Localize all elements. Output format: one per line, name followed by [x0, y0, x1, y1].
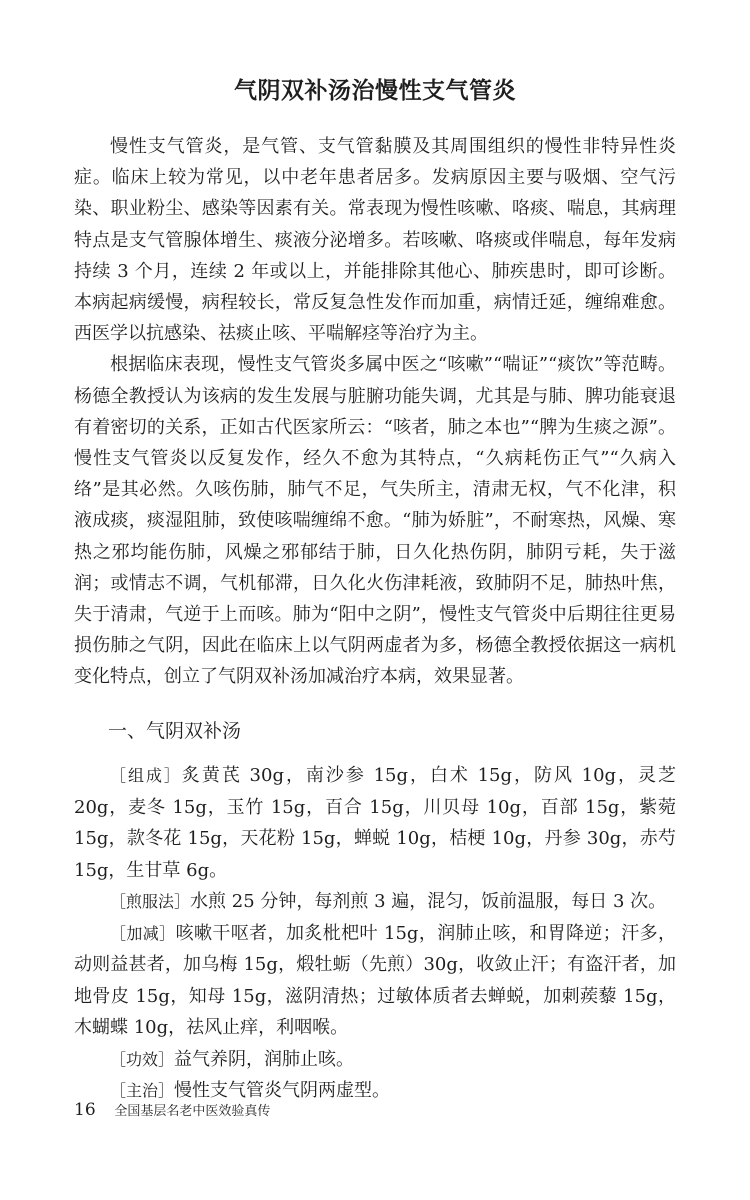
indication-text: 慢性支气管炎气阴两虚型。 — [174, 1080, 391, 1101]
tcm-theory-paragraph: 根据临床表现，慢性支气管炎多属中医之“咳嗽”“喘证”“痰饮”等范畴。杨德全教授认为该病的发生发展与脏腑功能失调，尤其是与肺、脾功能衰退有着密切的关系，正如古代医家所云：“咳者，肺之本也”“脾为生痰之源”。慢性支气管炎以反复发作，经久不愈为其特点，“久病耗伤正气”“久病入络”是其必然。久咳伤肺，肺气不足，气失所主，清肃无权，气不化津，积液成痰，痰湿阻肺，致使咳喘缠绵不愈。“肺为娇脏”，不耐寒热，风燥、寒热之邪均能伤肺，风燥之邪郁结于肺，日久化热伤阴，肺阴亏耗，失于滋润；或情志不调，气机郁滞，日久化火伤津耗液，致肺阴不足，肺热叶焦，失于清肃，气逆于上而咳。肺为“阳中之阴”，慢性支气管炎中后期往往更易损伤肺之气阴，因此在临床上以气阴两虚者为多，杨德全教授依据这一病机变化特点，创立了气阴双补汤加减治疗本病，效果显著。 — [74, 354, 676, 688]
section-heading: 一、气阴双补汤 — [108, 720, 242, 742]
decoction-label: ［煎服法］ — [110, 892, 191, 911]
composition-text: 炙黄芪 30g，南沙参 15g，白术 15g，防风 10g，灵芝 20g，麦冬 15g，玉竹 15g，百合 15g，川贝母 10g，百部 15g，紫菀 15g，款冬花 15g，天花粉 15g，蝉蜕 10g，桔梗 10g，丹参 30g，赤芍 15g，生甘草 6g。 — [74, 765, 676, 881]
decoction-text: 水煎 25 分钟，每剂煎 3 遍，混匀，饭前温服，每日 3 次。 — [190, 891, 667, 912]
book-title: 全国基层名老中医效验真传 — [114, 1104, 271, 1119]
intro-paragraph: 慢性支气管炎，是气管、支气管黏膜及其周围组织的慢性非特异性炎症。临床上较为常见，以中老年患者居多。发病原因主要与吸烟、空气污染、职业粉尘、感染等因素有关。常表现为慢性咳嗽、咯痰、喘息，其病理特点是支气管腺体增生、痰液分泌增多。若咳嗽、咯痰或伴喘息，每年发病持续 3 个月，连续 2 年或以上，并能排除其他心、肺疾患时，即可诊断。本病起病缓慢，病程较长，常反复急性发作而加重，病情迁延，缠绵难愈。西医学以抗感染、祛痰止咳、平喘解痉等治疗为主。 — [74, 136, 676, 345]
page-footer — [74, 1100, 270, 1122]
efficacy-text: 益气养阴，润肺止咳。 — [174, 1048, 355, 1070]
article-body — [74, 131, 676, 693]
article-title: 气阴双补汤治慢性支气管炎 — [234, 78, 516, 104]
indication-label: ［主治］ — [110, 1081, 175, 1100]
efficacy-label: ［功效］ — [110, 1049, 175, 1069]
page-number: 16 — [74, 1100, 96, 1120]
modification-text: 咳嗽干呕者，加炙枇杷叶 15g，润肺止咳，和胃降逆；汗多，动则益甚者，加乌梅 15g，煅牡蛎（先煎）30g，收敛止汗；有盗汗者，加地骨皮 15g，知母 15g，滋阴清热；过敏体质者去蝉蜕，加刺蒺藜 15g，木蝴蝶 10g，祛风止痒，利咽喉。 — [74, 922, 676, 1038]
composition-entry — [74, 760, 676, 886]
composition-label: ［组成］ — [110, 766, 182, 785]
decoction-entry — [74, 886, 676, 918]
modification-label: ［加减］ — [110, 923, 176, 943]
modification-entry — [74, 918, 676, 1044]
efficacy-entry — [74, 1044, 676, 1076]
formula-details — [74, 760, 676, 1107]
